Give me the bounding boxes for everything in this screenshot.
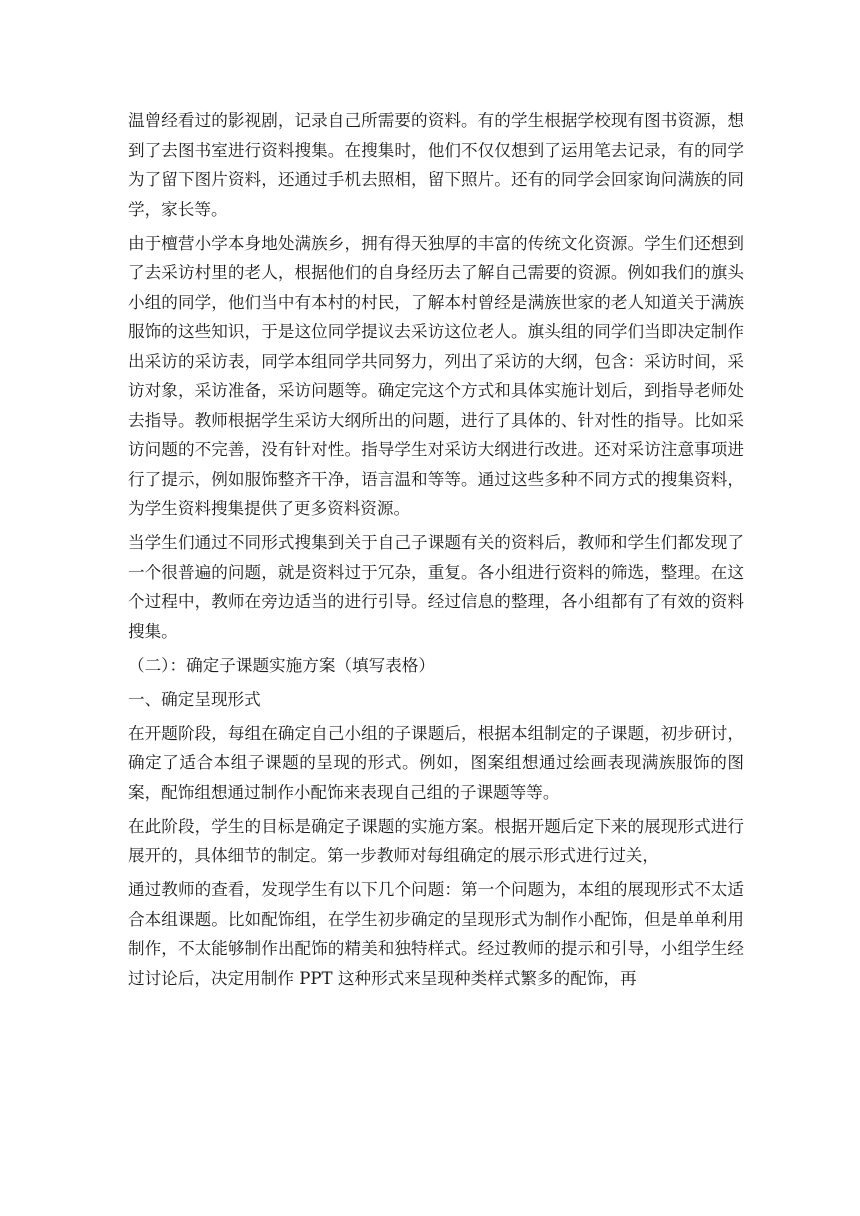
paragraph-6: 通过教师的查看，发现学生有以下几个问题：第一个问题为，本组的展现形式不太适合本组课题。比如配饰组，在学生初步确定的呈现形式为制作小配饰，但是单单利用制作，不太能够制作出配饰的精美和独特样式。经过教师的提示和引导，小组学生经过讨论后，决定用制作 PPT 这种形式来呈现种类样式繁多的配饰，再 xyxy=(128,880,744,988)
paragraph-5: 在此阶段，学生的目标是确定子课题的实施方案。根据开题后定下来的展现形式进行展开的，具体细节的制定。第一步教师对每组确定的展示形式进行过关， xyxy=(128,816,744,865)
paragraph-2: 由于檀营小学本身地处满族乡，拥有得天独厚的丰富的传统文化资源。学生们还想到了去采访村里的老人，根据他们的自身经历去了解自己需要的资源。例如我们的旗头小组的同学，他们当中有本村的村民，了解本村曾经是满族世家的老人知道关于满族服饰的这些知识，于是这位同学提议去采访这位老人。旗头组的同学们当即决定制作出采访的采访表，同学本组同学共同努力，列出了采访的大纲，包含：采访时间，采访对象，采访准备，采访问题等。确定完这个方式和具体实施计划后，到指导老师处去指导。教师根据学生采访大纲所出的问题，进行了具体的、针对性的指导。比如采访问题的不完善，没有针对性。指导学生对采访大纲进行改进。还对采访注意事项进行了提示，例如服饰整齐干净，语言温和等等。通过这些多种不同方式的搜集资料，为学生资料搜集提供了更多资料资源。 xyxy=(128,233,744,518)
document-page xyxy=(128,106,744,998)
paragraph-1: 温曾经看过的影视剧，记录自己所需要的资料。有的学生根据学校现有图书资源，想到了去图书室进行资料搜集。在搜集时，他们不仅仅想到了运用笔去记录，有的同学为了留下图片资料，还通过手机去照相，留下照片。还有的同学会回家询问满族的同学，家长等。 xyxy=(128,111,744,219)
subsection-heading-1: 一、确定呈现形式 xyxy=(128,689,261,709)
section-heading-2: （二）：确定子课题实施方案（填写表格） xyxy=(128,655,435,675)
paragraph-3: 当学生们通过不同形式搜集到关于自己子课题有关的资料后，教师和学生们都发现了一个很普遍的问题，就是资料过于冗杂，重复。各小组进行资料的筛选，整理。在这个过程中，教师在旁边适当的进行引导。经过信息的整理，各小组都有了有效的资料搜集。 xyxy=(128,533,744,641)
paragraph-4: 在开题阶段，每组在确定自己小组的子课题后，根据本组制定的子课题，初步研讨，确定了适合本组子课题的呈现的形式。例如，图案组想通过绘画表现满族服饰的图案，配饰组想通过制作小配饰来表现自己组的子课题等等。 xyxy=(128,723,744,802)
